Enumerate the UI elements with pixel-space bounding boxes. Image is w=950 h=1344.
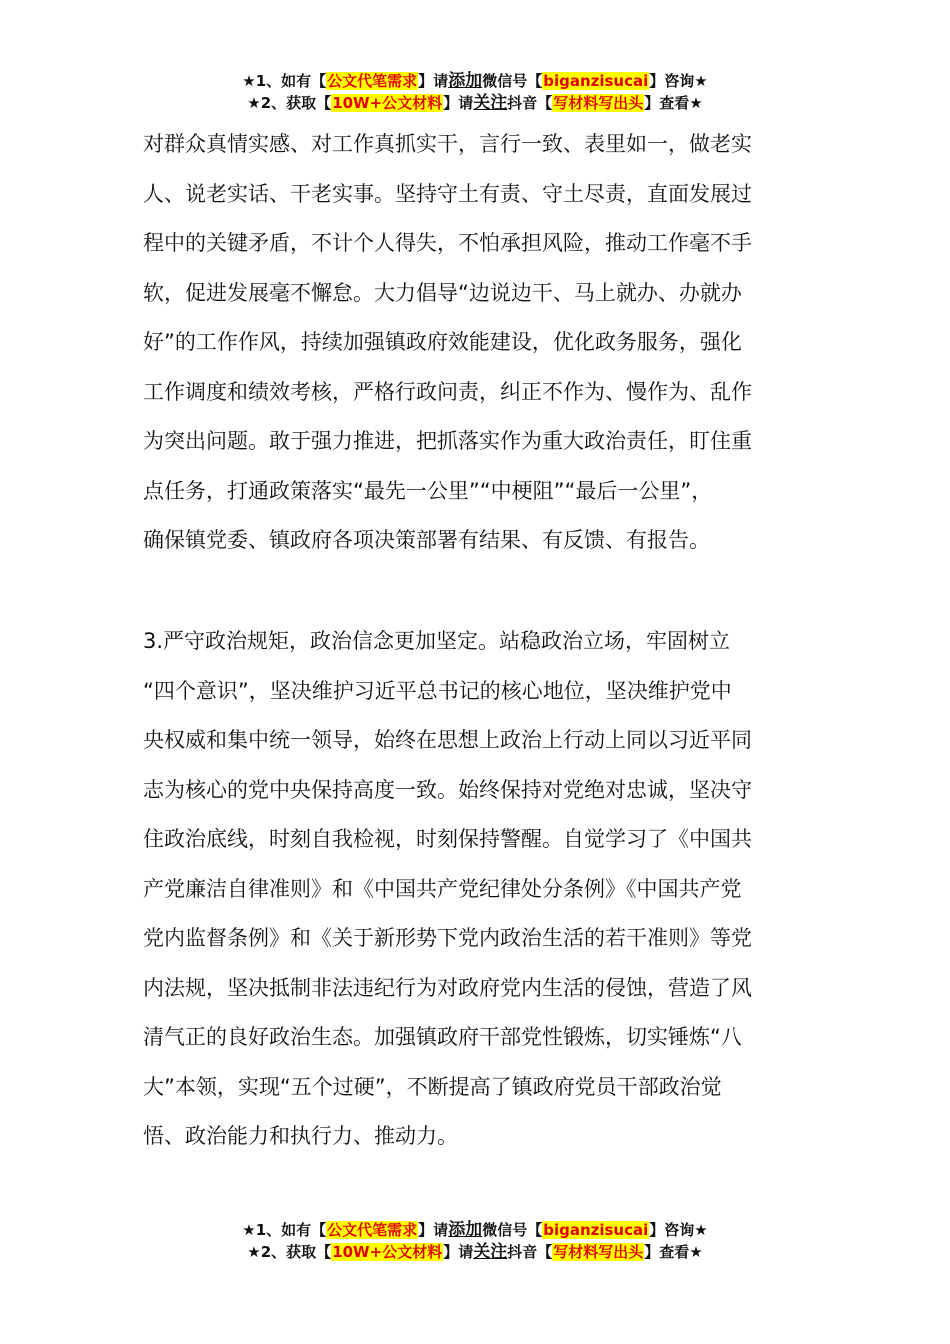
- text-line: 软，促进发展毫不懈怠。大力倡导“边说边干、马上就办、办就办: [143, 280, 742, 305]
- wechat-id: biganzisucai: [543, 72, 649, 90]
- text-line: “四个意识”，坚决维护习近平总书记的核心地位，坚决维护党中: [143, 678, 732, 703]
- highlight-text: 10W+公文材料: [332, 94, 443, 112]
- banner-text: ★1、如有【: [242, 1221, 327, 1239]
- highlight-text: 公文代笔需求: [327, 1221, 418, 1239]
- banner-line-2: [0, 1241, 950, 1263]
- banner-text: 】咨询★: [649, 1221, 708, 1239]
- text-line: 产党廉洁自律准则》和《中国共产党纪律处分条例》《中国共产党: [143, 876, 742, 901]
- header-banner: [0, 70, 950, 114]
- wechat-id: biganzisucai: [543, 1221, 649, 1239]
- emphasis-text: 添加: [448, 1220, 483, 1240]
- text-line: 点任务，打通政策落实“最先一公里”“中梗阻”“最后一公里”，: [143, 478, 713, 503]
- text-line: 对群众真情实感、对工作真抓实干，言行一致、表里如一，做老实: [143, 132, 752, 156]
- body-paragraph-1: [143, 120, 823, 566]
- highlight-text: 公文代笔需求: [327, 72, 418, 90]
- text-line: 工作调度和绩效考核，严格行政问责，纠正不作为、慢作为、乱作: [143, 379, 752, 404]
- banner-text: 】请: [443, 94, 474, 112]
- banner-text: 微信号【: [482, 72, 543, 90]
- text-line: 内法规，坚决抵制非法违纪行为对政府党内生活的侵蚀，营造了风: [143, 975, 752, 1000]
- banner-line-1: [0, 1219, 950, 1241]
- banner-text: 】查看★: [644, 1243, 703, 1261]
- banner-line-1: [0, 70, 950, 92]
- text-line: 好”的工作作风，持续加强镇政府效能建设，优化政务服务，强化: [143, 330, 742, 354]
- banner-text: 】请: [418, 1221, 449, 1239]
- text-line: 为突出问题。敢于强力推进，把抓落实作为重大政治责任，盯住重: [143, 429, 752, 453]
- banner-line-2: [0, 92, 950, 114]
- text-line: 志为核心的党中央保持高度一致。始终保持对党绝对忠诚，坚决守: [143, 777, 752, 802]
- emphasis-text: 关注: [473, 93, 508, 113]
- body-paragraph-2: [143, 617, 823, 1162]
- footer-banner: [0, 1219, 950, 1263]
- banner-text: ★2、获取【: [247, 1243, 332, 1261]
- banner-text: 】请: [418, 72, 449, 90]
- text-line: 清气正的良好政治生态。加强镇政府干部党性锻炼，切实锤炼“八: [143, 1025, 742, 1049]
- banner-text: 抖音【: [507, 1243, 553, 1261]
- emphasis-text: 关注: [473, 1242, 508, 1262]
- emphasis-text: 添加: [448, 71, 483, 91]
- banner-text: ★2、获取【: [247, 94, 332, 112]
- text-line: 大”本领，实现“五个过硬”，不断提高了镇政府党员干部政治觉: [143, 1074, 722, 1099]
- banner-text: 】咨询★: [649, 72, 708, 90]
- text-line: 3.严守政治规矩，政治信念更加坚定。站稳政治立场，牢固树立: [143, 629, 731, 653]
- text-line: 党内监督条例》和《关于新形势下党内政治生活的若干准则》等党: [143, 926, 752, 950]
- text-line: 程中的关键矛盾，不计个人得失，不怕承担风险，推动工作毫不手: [143, 231, 752, 255]
- douyin-account: 写材料写出头: [553, 1243, 644, 1261]
- text-line: 住政治底线，时刻自我检视，时刻保持警醒。自觉学习了《中国共: [143, 827, 752, 851]
- text-line: 悟、政治能力和执行力、推动力。: [143, 1124, 458, 1148]
- banner-text: 抖音【: [507, 94, 553, 112]
- banner-text: 】请: [443, 1243, 474, 1261]
- text-line: 人、说老实话、干老实事。坚持守土有责、守土尽责，直面发展过: [143, 181, 752, 206]
- highlight-text: 10W+公文材料: [332, 1243, 443, 1261]
- banner-text: ★1、如有【: [242, 72, 327, 90]
- text-line: 确保镇党委、镇政府各项决策部署有结果、有反馈、有报告。: [143, 528, 710, 552]
- text-line: 央权威和集中统一领导，始终在思想上政治上行动上同以习近平同: [143, 728, 752, 752]
- banner-text: 】查看★: [644, 94, 703, 112]
- banner-text: 微信号【: [482, 1221, 543, 1239]
- douyin-account: 写材料写出头: [553, 94, 644, 112]
